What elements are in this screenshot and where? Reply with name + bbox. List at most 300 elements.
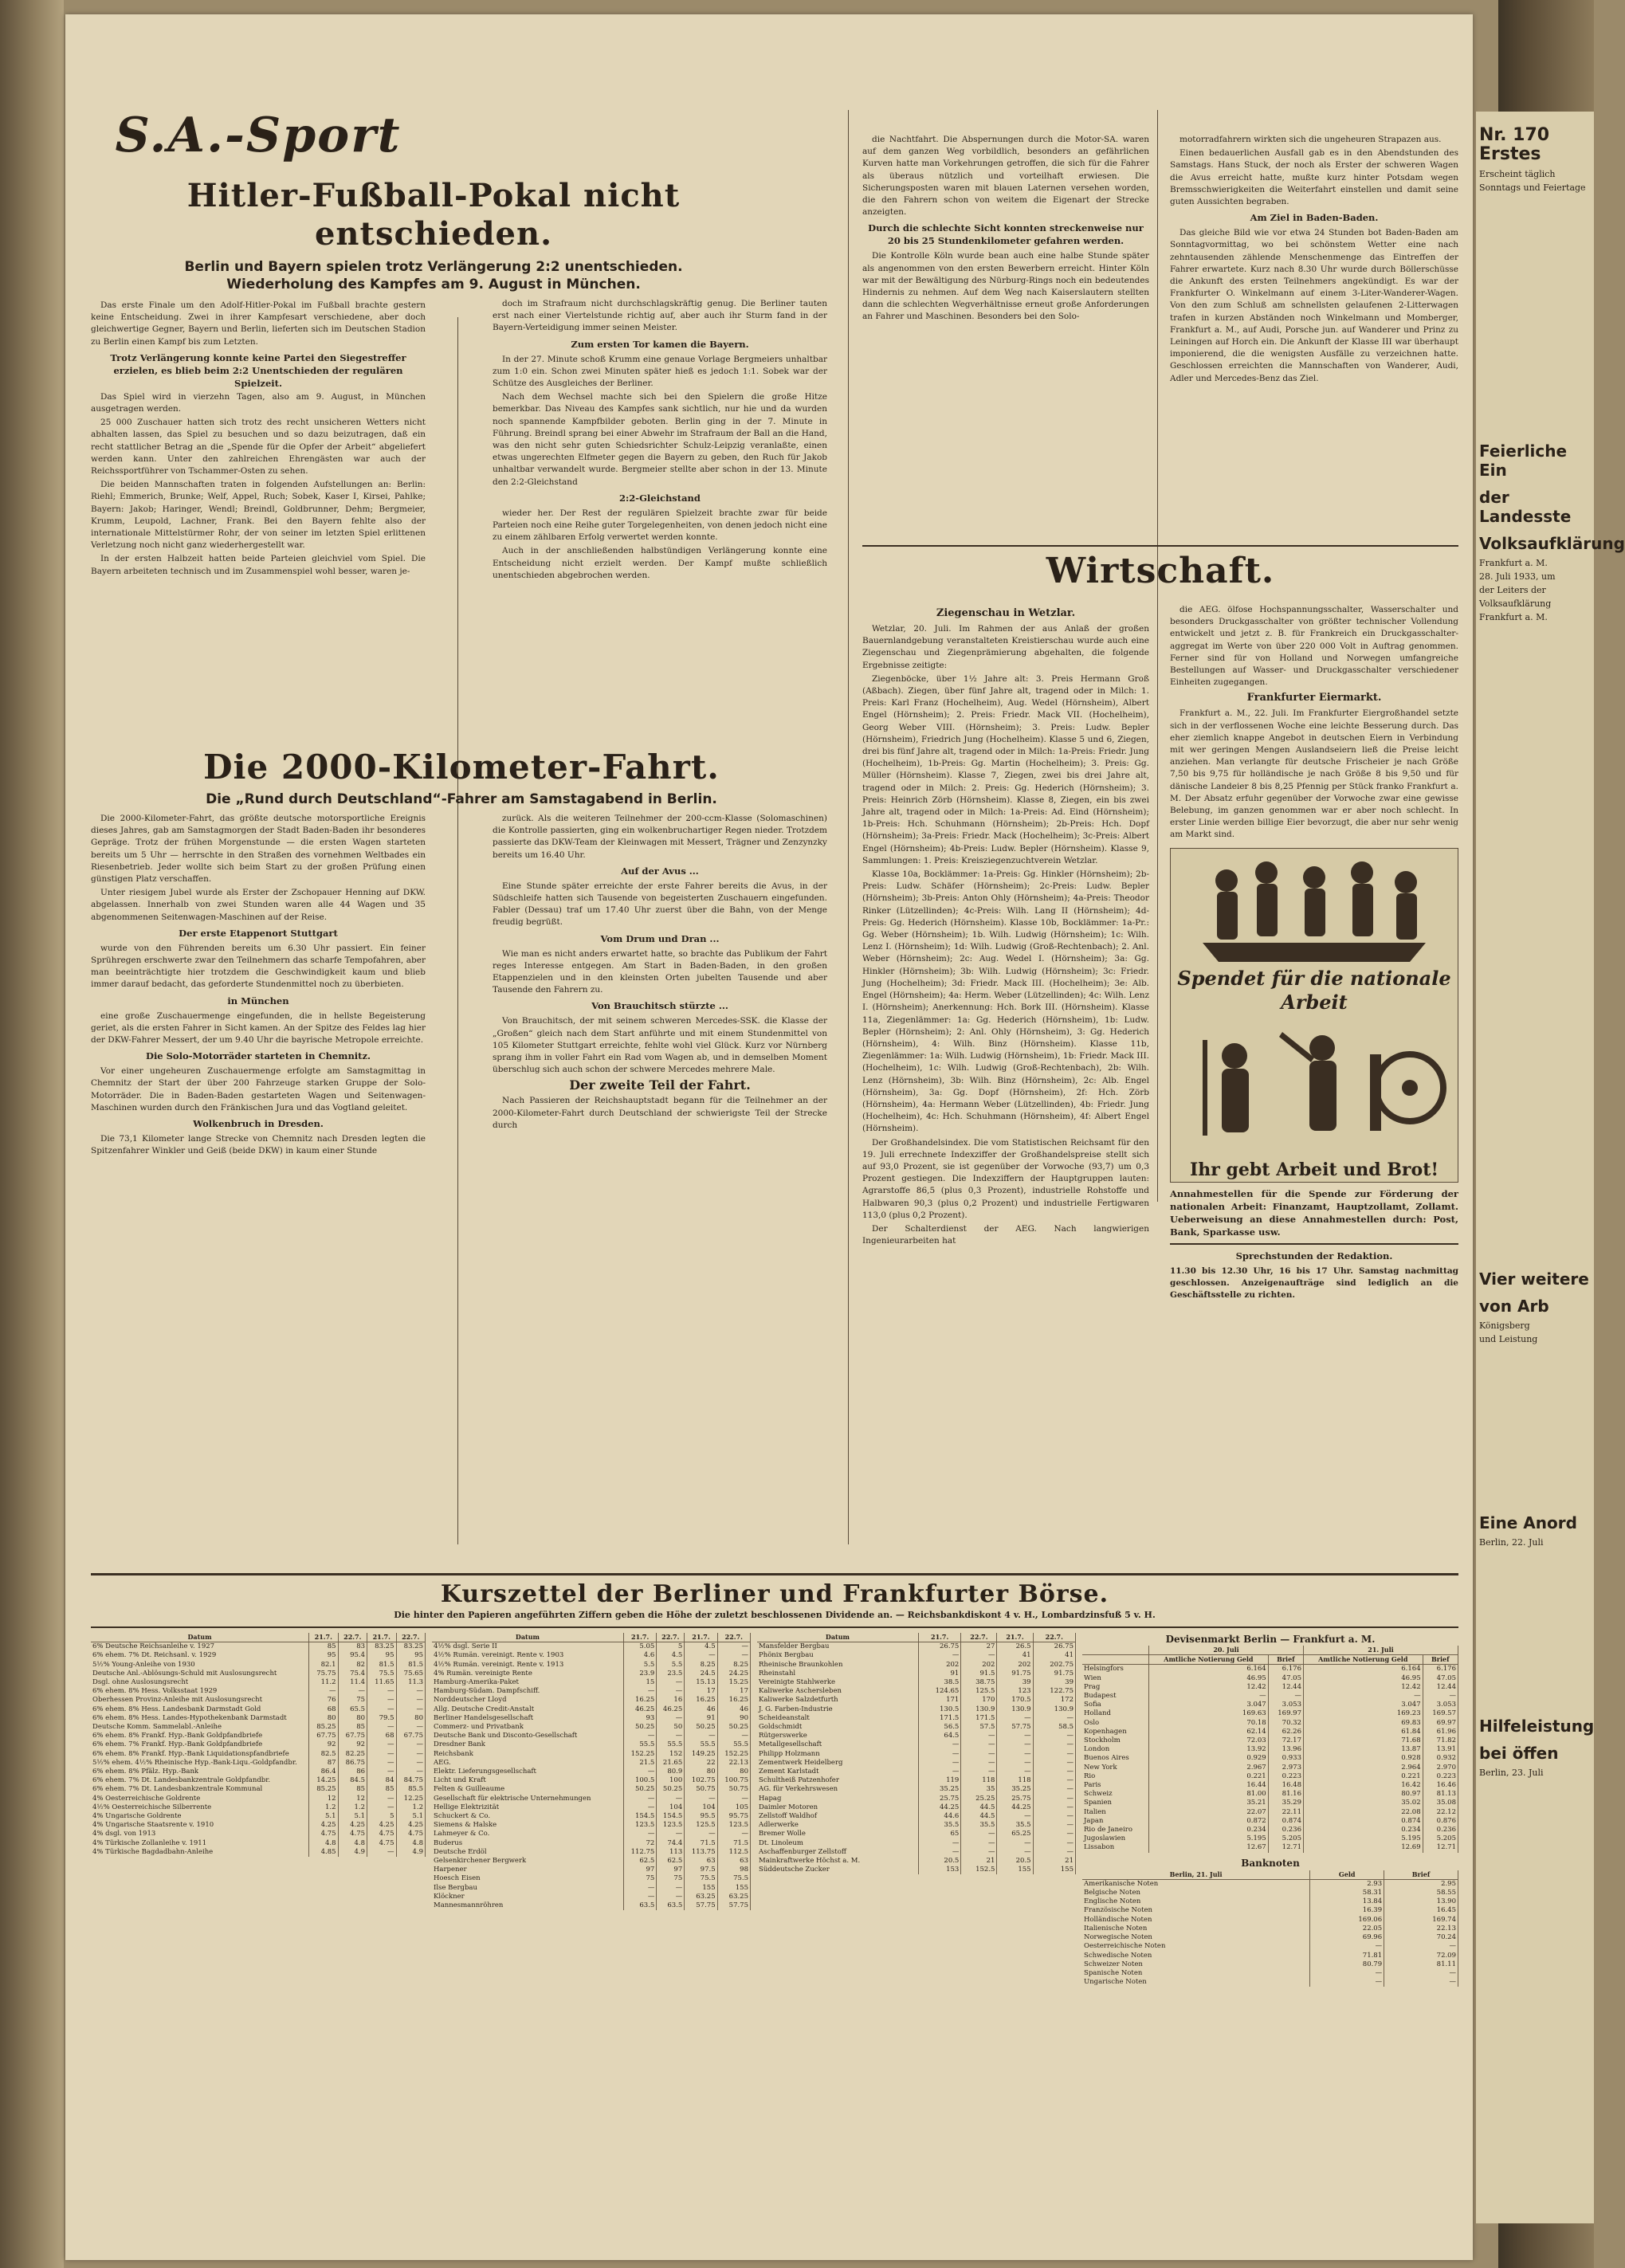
security-name: Berliner Handelsgesellschaft	[432, 1714, 623, 1723]
quote-cell: 113	[657, 1848, 685, 1857]
col-header: Datum	[432, 1633, 623, 1642]
adjacent-snippet: Königsberg	[1479, 1320, 1530, 1331]
quote-cell: 4.5	[657, 1651, 685, 1660]
quote-cell: 35.25	[997, 1785, 1033, 1794]
quote-cell: 4.75	[338, 1830, 367, 1838]
quote-cell: 75	[657, 1874, 685, 1883]
table-row	[432, 1874, 751, 1883]
table-row	[91, 1839, 426, 1848]
quote-cell: 81.5	[396, 1661, 426, 1670]
quote-cell: 97.5	[685, 1866, 717, 1874]
security-name: Wien	[1082, 1674, 1149, 1683]
col-header: 22.7.	[961, 1633, 997, 1642]
security-name: Norddeutscher Lloyd	[432, 1696, 623, 1705]
quote-cell: 12.42	[1149, 1683, 1269, 1692]
adjacent-snippet: Berlin, 22. Juli	[1479, 1537, 1544, 1548]
quote-cell: 21	[961, 1857, 997, 1866]
quote-cell: 61.84	[1304, 1728, 1423, 1736]
table-row	[757, 1696, 1076, 1705]
quote-cell: 17	[685, 1687, 717, 1696]
security-name: Italien	[1082, 1808, 1149, 1817]
divider	[1170, 1243, 1458, 1245]
fahrt-para: Unter riesigem Jubel wurde als Erster der Zschopauer Henning auf DKW. abgelassen. Innerhalb von zwei Stunden waren alle 44 Wagen und 35 abgenommenen Seitenwagen-Maschinen auf der Reise.	[91, 888, 426, 922]
security-name: Mannesmannröhren	[432, 1901, 623, 1910]
quote-cell: —	[1033, 1830, 1075, 1838]
security-name: Zellstoff Waldhof	[757, 1812, 918, 1821]
table-row	[91, 1740, 426, 1749]
quote-cell: 46	[685, 1705, 717, 1714]
table-row	[432, 1803, 751, 1812]
security-name: Adlerwerke	[757, 1821, 918, 1830]
quote-cell: 202	[918, 1661, 960, 1670]
quote-cell: 2.93	[1310, 1879, 1384, 1889]
quote-cell: 0.933	[1268, 1754, 1303, 1763]
quote-cell: 102.75	[685, 1776, 717, 1785]
quote-cell: 5.1	[309, 1812, 338, 1821]
table-row	[1082, 1692, 1458, 1701]
quote-cell: 75	[338, 1696, 367, 1705]
quote-cell: —	[657, 1830, 685, 1838]
quote-cell: 154.5	[623, 1812, 656, 1821]
quote-cell: 4.5	[685, 1642, 717, 1652]
quote-cell: 95	[367, 1651, 396, 1660]
quote-cell: —	[657, 1884, 685, 1893]
fahrt-subhead: Von Brauchitsch stürzte ...	[591, 1000, 728, 1012]
quote-cell: —	[997, 1740, 1033, 1749]
security-name: Deutsche Erdöl	[432, 1848, 623, 1857]
col-header: 22.7.	[1033, 1633, 1075, 1642]
quote-cell: —	[1033, 1848, 1075, 1857]
adjacent-snippet: der Leiters der	[1479, 585, 1546, 595]
table-row	[1082, 1781, 1458, 1790]
wirtschaft-subhead: Ziegenschau in Wetzlar.	[936, 607, 1076, 619]
adjacent-heading: Hilfeleistung	[1479, 1717, 1595, 1736]
quote-cell: —	[717, 1642, 750, 1652]
table-row	[1082, 1808, 1458, 1817]
security-name: Italienische Noten	[1082, 1925, 1310, 1933]
table-row	[1082, 1754, 1458, 1763]
quote-cell: —	[997, 1839, 1033, 1848]
quote-cell: 95.5	[685, 1812, 717, 1821]
sport-para: Nach dem Wechsel machte sich bei den Spielern die große Hitze bemerkbar. Das Niveau des Kampfes sank sichtlich, nur hie und da wurden noch spannende Kampfbilder geboten. Berlin ging in der 7. Minute in Führung. Breindl sprang bei einer Abwehr im Strafraum der Ball an die Hand, was den nicht sehr guten Schiedsrichter Schulz-Leipzig veranlaßte, einen etwas ungerechten Elfmeter gegen die Bayern zu geben, den Ruch für Jakob unhaltbar verwandelt wurde. Bergmeier stellte aber schon in der 13. Minute den 2:2-Gleichstand	[493, 392, 827, 487]
security-name: Spanische Noten	[1082, 1969, 1310, 1978]
adjacent-heading: Vier weitere	[1479, 1269, 1589, 1289]
table-row	[757, 1670, 1076, 1678]
quote-cell: 5.205	[1268, 1834, 1303, 1843]
quote-cell: 98	[717, 1866, 750, 1874]
fahrt-para: die Nachtfahrt. Die Abspernungen durch die Motor-SA. waren auf dem ganzen Weg vorbildlich, besonders an gefährlichen Kurven hatte man Vorkehrungen getroffen, die sich für die Fahrer als überaus nützlich und vorteilhaft erwiesen. Die Sicherungsposten waren mit blauen Laternen versehen worden, die den Fahrern schon von weitem die Eigenart der Strecke anzeigten.	[862, 135, 1149, 218]
table-row	[757, 1705, 1076, 1714]
security-name: 6% ehem. 8% Frankf. Hyp.-Bank Liquidationspfandbriefe	[91, 1750, 309, 1759]
table-row	[432, 1642, 751, 1652]
quote-cell: 83	[338, 1642, 367, 1652]
quote-cell: 3.047	[1304, 1701, 1423, 1709]
quote-cell: 55.5	[685, 1740, 717, 1749]
quote-cell: 85	[309, 1642, 338, 1652]
quote-cell: —	[1033, 1740, 1075, 1749]
table-row	[91, 1812, 426, 1821]
quote-cell: 169.06	[1310, 1916, 1384, 1925]
table-row	[432, 1651, 751, 1660]
table-row	[1082, 1906, 1458, 1915]
table-row	[91, 1670, 426, 1678]
quote-cell: —	[961, 1830, 997, 1838]
security-name: Norwegische Noten	[1082, 1933, 1310, 1942]
quote-cell: —	[623, 1884, 656, 1893]
quote-cell: 11.65	[367, 1678, 396, 1687]
security-name: 5½% ehem. 4½% Rheinische Hyp.-Bank-Liqu.-Goldpfandbr.	[91, 1759, 309, 1768]
security-name: Kaliwerke Aschersleben	[757, 1687, 918, 1696]
quote-cell: 171	[918, 1696, 960, 1705]
quote-cell: —	[1033, 1785, 1075, 1794]
quote-cell: 12.69	[1304, 1843, 1423, 1852]
table-row	[432, 1812, 751, 1821]
security-name: Spanien	[1082, 1799, 1149, 1807]
security-name: Hamburg-Südam. Dampfschiff.	[432, 1687, 623, 1696]
security-name: Prag	[1082, 1683, 1149, 1692]
quote-cell: —	[657, 1687, 685, 1696]
quote-cell: 58.55	[1384, 1889, 1458, 1897]
quote-cell: 118	[961, 1776, 997, 1785]
quote-cell: 4.75	[367, 1839, 396, 1848]
quote-cell: 35.5	[961, 1821, 997, 1830]
wirtschaft-column-1	[862, 604, 1149, 1249]
sport-subhead: Zum ersten Tor kamen die Bayern.	[571, 338, 749, 350]
quote-cell: —	[367, 1848, 396, 1857]
quote-cell: 0.876	[1423, 1817, 1458, 1826]
col-header: 21.7.	[997, 1633, 1033, 1642]
security-name: Zement Karlstadt	[757, 1768, 918, 1776]
quote-cell: —	[623, 1795, 656, 1803]
quote-cell: 13.87	[1304, 1745, 1423, 1754]
security-name: Deutsche Bank und Disconto-Gesellschaft	[432, 1732, 623, 1740]
quote-cell: 86.4	[309, 1768, 338, 1776]
security-name: Süddeutsche Zucker	[757, 1866, 918, 1874]
table-row	[757, 1848, 1076, 1857]
quote-cell: —	[623, 1803, 656, 1812]
quote-cell: —	[367, 1723, 396, 1732]
quote-cell: 74.4	[657, 1839, 685, 1848]
quote-cell: 75.4	[338, 1670, 367, 1678]
security-name: 6% ehem. 8% Hess. Landes-Hypothekenbank Darmstadt	[91, 1714, 309, 1723]
security-name: Französische Noten	[1082, 1906, 1310, 1915]
quote-cell: 4.25	[396, 1821, 426, 1830]
quote-cell: 82	[338, 1661, 367, 1670]
quote-cell: 47.05	[1423, 1674, 1458, 1683]
quote-cell: 12.67	[1149, 1843, 1269, 1852]
devisen-title: Devisenmarkt Berlin — Frankfurt a. M.	[1165, 1634, 1376, 1645]
wirtschaft-para: Der Schalterdienst der AEG. Nach langwierigen Ingenieurarbeiten hat	[862, 1223, 1149, 1246]
table-row	[757, 1821, 1076, 1830]
table-row	[1082, 1817, 1458, 1826]
security-name: Philipp Holzmann	[757, 1750, 918, 1759]
table-row	[1082, 1709, 1458, 1718]
adjacent-heading: von Arb	[1479, 1297, 1549, 1316]
col-header: 21.7.	[918, 1633, 960, 1642]
quote-cell: —	[1423, 1692, 1458, 1701]
security-name: Vereinigte Stahlwerke	[757, 1678, 918, 1687]
fahrt-para: Die Kontrolle Köln wurde bean auch eine halbe Stunde später als angenommen von den ersten Bewerbern erreicht. Hinter Köln war mit der Bewältigung des Nürburg-Rings noch ein bedeutendes Hindernis zu nehmen. Auf dem Weg nach Kaiserslautern stellten dann die schlechten Wegverhältnisse erneut große Anforderungen an Fahrer und Maschinen. Besonders bei den Solo-	[862, 251, 1149, 322]
quote-cell: 130.5	[918, 1705, 960, 1714]
fahrt-para: Eine Stunde später erreichte der erste Fahrer bereits die Avus, in der Südschleife hatten sich Tausende von begeisterten Zuschauern eingefunden. Fabler (Dessau) traf um 17.40 Uhr zuerst über die Bahn, von der Menge freudig begrüßt.	[493, 881, 827, 928]
quote-cell: 65	[918, 1830, 960, 1838]
table-row	[432, 1687, 751, 1696]
adjacent-masthead: Nr. 170 Erstes	[1479, 125, 1550, 164]
quote-cell: 4.75	[396, 1830, 426, 1838]
adjacent-snippet: 28. Juli 1933, um	[1479, 571, 1556, 582]
quote-cell: —	[997, 1750, 1033, 1759]
security-name: Gelsenkirchener Bergwerk	[432, 1857, 623, 1866]
quote-cell: 22.08	[1304, 1808, 1423, 1817]
col-header: Geld	[1310, 1870, 1384, 1880]
quote-cell: 4.8	[309, 1839, 338, 1848]
security-name: Budapest	[1082, 1692, 1149, 1701]
quote-cell: —	[396, 1768, 426, 1776]
table-row	[757, 1785, 1076, 1794]
quote-cell: 63.5	[623, 1901, 656, 1910]
quote-cell: —	[918, 1651, 960, 1660]
security-name: Rio	[1082, 1772, 1149, 1781]
devisen-date: 20. Juli	[1149, 1646, 1304, 1655]
table-row	[1082, 1889, 1458, 1897]
security-name: Hamburg-Amerika-Paket	[432, 1678, 623, 1687]
security-name: Commerz- und Privatbank	[432, 1723, 623, 1732]
adjacent-snippet: Berlin, 23. Juli	[1479, 1768, 1544, 1778]
quote-cell: 104	[657, 1803, 685, 1812]
fahrt-subhead: Vom Drum und Dran ...	[600, 932, 720, 944]
table-row	[91, 1651, 426, 1660]
sport-deck-1: Berlin und Bayern spielen trotz Verlängerung 2:2 unentschieden.	[184, 259, 683, 275]
table-row	[432, 1768, 751, 1776]
adjacent-snippet: Erscheint täglich	[1479, 169, 1556, 179]
quote-cell: 22.05	[1310, 1925, 1384, 1933]
quote-cell: 46.95	[1304, 1674, 1423, 1683]
security-name: Goldschmidt	[757, 1723, 918, 1732]
quote-cell: 0.221	[1149, 1772, 1269, 1781]
security-name: AG. für Verkehrswesen	[757, 1785, 918, 1794]
security-name: Jugoslawien	[1082, 1834, 1149, 1843]
quote-cell: 85.5	[396, 1785, 426, 1794]
quote-cell: 149.25	[685, 1750, 717, 1759]
quote-cell: 57.75	[685, 1901, 717, 1910]
quote-cell: 95.4	[338, 1651, 367, 1660]
security-name: 4% Rumän. vereinigte Rente	[432, 1670, 623, 1678]
quote-cell: 100	[657, 1776, 685, 1785]
quote-cell: 63.5	[657, 1901, 685, 1910]
quote-cell: 4.75	[309, 1830, 338, 1838]
wirtschaft-para: Klasse 10a, Bocklämmer: 1a-Preis: Gg. Hinkler (Hörnsheim); 2b-Preis: Ludw. Schäfer (Hörnsheim); 2c-Preis: Ludw. Bepler (Hörnsheim); 3b-Preis: Anton Ohly (Hörnsheim); 4a-Preis: Theodor Rinker (Lützellinden); 4c-Preis: Wilh. Lang II (Hörnsheim); 4d-Preis: Gg. Hederich (Hörnsheim). Klasse 10b, Bocklämmer: 1a-Pr.: Gg. Weber (Hörnsheim); 1b. Wilh. Ludwig (Hörnsheim); 1c: Wilh. Lenz I. (Hörnsheim); 1d: Wilh. Ludwig (Groß-Rechtenbach); 2. Anl. Weber (Hörnsheim); 2c: Aug. Wedel I. (Hörnsheim); 3a: Gg. Hinkler (Hörnsheim); 3b: Wilh. Ludwig (Hörnsheim); 3c: Friedr. Jung (Hochelheim); 3d: Friedr. Mack III. (Hochelheim); 3e: Alb. Engel (Hörnsheim); 4a: Herm. Weber (Lützellinden); 4c: Wilh. Lenz I. (Hörnsheim); Anerkennung: Hch. Bork III. (Hörnsheim). Klasse 11a, Ziegenlämmer: 1a: Gg. Hederich (Hörnsheim), 1b: Ludw. Bepler (Hörnsheim); 2: Anl. Ohly (Hörnsheim), 3: Gg. Hederich (Hörnsheim), 4: Wilh. Binz (Hörnsheim). Klasse 11b, Ziegenlämmer: 1a: Wilh. Ludwig (Hörnsheim), 1b: Friedr. Mack III. (Hochelheim), 1c: Wilh. Ludwig (Groß-Rechtenbach), 2b: Wilh. Lenz (Hörnsheim), 3b: Wilh. Binz (Hörnsheim), 2c: Alb. Engel (Hörnsheim), 3a: Gg. Dopf (Hörnsheim), 2f: Hch. Zörb (Hörnsheim), 4a: Hermann Weber (Lützellinden), 4b: Friedr. Jung (Hochelheim), 4c: Hch. Schuhmann (Hörnsheim), 4f: Albert Engel (Hörnsheim).	[862, 869, 1149, 1134]
quote-cell: —	[396, 1750, 426, 1759]
table-row	[1082, 1745, 1458, 1754]
sport-para: wieder her. Der Rest der regulären Spielzeit brachte zwar für beide Parteien noch eine Reihe guter Torgelegenheiten, von denen jedoch nicht eine zu einem zählbaren Erfolg verwertet werden konnte.	[493, 508, 827, 543]
security-name: Mainkraftwerke Höchst a. M.	[757, 1857, 918, 1866]
quote-cell: 80.9	[657, 1768, 685, 1776]
banknoten-title: Banknoten	[1241, 1857, 1300, 1869]
quote-cell: 69.83	[1304, 1719, 1423, 1728]
quote-cell: 124.65	[918, 1687, 960, 1696]
quote-cell: 80	[338, 1714, 367, 1723]
table-row	[1082, 1925, 1458, 1933]
security-name: Englische Noten	[1082, 1897, 1310, 1906]
table-row	[432, 1821, 751, 1830]
col-header: Brief	[1423, 1655, 1458, 1665]
security-name: New York	[1082, 1764, 1149, 1772]
table-row	[1082, 1665, 1458, 1674]
quote-cell: 83.25	[396, 1642, 426, 1652]
quote-cell: —	[623, 1830, 656, 1838]
quote-cell: 75.5	[367, 1670, 396, 1678]
quote-cell: 5.1	[396, 1812, 426, 1821]
quote-cell: —	[997, 1768, 1033, 1776]
security-name: Buenos Aires	[1082, 1754, 1149, 1763]
quote-cell: —	[396, 1759, 426, 1768]
quote-cell: —	[918, 1759, 960, 1768]
quote-cell: —	[623, 1893, 656, 1901]
quote-cell: 35.5	[997, 1821, 1033, 1830]
table-row	[757, 1642, 1076, 1652]
col-header: Berlin, 21. Juli	[1082, 1870, 1310, 1880]
security-name: 4½% dsgl. Serie II	[432, 1642, 623, 1652]
stock-table	[432, 1633, 751, 1910]
quote-cell: 26.5	[997, 1642, 1033, 1652]
quote-cell: 152.25	[623, 1750, 656, 1759]
table-row	[91, 1705, 426, 1714]
wirtschaft-title: Wirtschaft.	[1046, 551, 1275, 591]
security-name: Licht und Kraft	[432, 1776, 623, 1785]
quote-cell: —	[1033, 1732, 1075, 1740]
quote-cell: —	[657, 1732, 685, 1740]
security-name: Schuckert & Co.	[432, 1812, 623, 1821]
sport-headline: Hitler-Fußball-Pokal nicht entschieden.	[186, 177, 681, 253]
quote-cell: 72.09	[1384, 1952, 1458, 1960]
security-name: 6% ehem. 7% Dt. Landesbankzentrale Goldpfandbr.	[91, 1776, 309, 1785]
table-row	[91, 1696, 426, 1705]
table-row	[432, 1795, 751, 1803]
security-name: Oesterreichische Noten	[1082, 1942, 1310, 1951]
quote-cell: 2.95	[1384, 1879, 1458, 1889]
table-row	[432, 1785, 751, 1794]
table-row	[432, 1670, 751, 1678]
quote-cell: 75.65	[396, 1670, 426, 1678]
quote-cell: —	[961, 1651, 997, 1660]
quote-cell: 91	[685, 1714, 717, 1723]
quote-cell: —	[717, 1830, 750, 1838]
quote-cell: 23.9	[623, 1670, 656, 1678]
table-row	[1082, 1674, 1458, 1683]
security-name: Helsingfors	[1082, 1665, 1149, 1674]
quote-cell: 169.63	[1149, 1709, 1269, 1718]
quote-cell: 80	[685, 1768, 717, 1776]
fahrt-para: wurde von den Führenden bereits um 6.30 Uhr passiert. Ein feiner Sprühregen erschwerte zwar den Teilnehmern das scharfe Tempofahren, aber man beeinträchtigte hier trotzdem die Geschwindigkeit kaum und blieb immer darauf bedacht, das geforderte Stundenmittel noch zu überbieten.	[91, 943, 426, 990]
sport-para: doch im Strafraum nicht durchschlagskräftig genug. Die Berliner tauten erst nach einer Viertelstunde richtig auf, aber auch ihr Sturm fand in der Bayern-Verteidigung immer seinen Meister.	[493, 299, 827, 333]
quote-cell: —	[1033, 1795, 1075, 1803]
table-row	[757, 1661, 1076, 1670]
table-row	[432, 1901, 751, 1910]
quote-cell: 152	[657, 1750, 685, 1759]
bourse-table-2	[432, 1633, 751, 1910]
quote-cell: 86	[338, 1768, 367, 1776]
quote-cell: 12.42	[1304, 1683, 1423, 1692]
table-row	[1082, 1701, 1458, 1709]
fahrt-para: Von Brauchitsch, der mit seinem schweren Mercedes-SSK. die Klasse der „Großen“ gleich nach dem Start anführte und mit einem Stundenmittel von 105 Kilometer Stuttgart erreichte, fehlte wohl viel Glück. Kurz vor Nürnberg sprang ihm in voller Fahrt ein Rad vom Wagen ab, und in demselben Moment überschlug sich auch schon der schwere Mercedes mehrere Male.	[493, 1016, 827, 1075]
security-name: Amerikanische Noten	[1082, 1879, 1310, 1889]
quote-cell: —	[367, 1759, 396, 1768]
table-row	[757, 1803, 1076, 1812]
security-name: 5½% Young-Anleihe von 1930	[91, 1661, 309, 1670]
quote-cell: 100.75	[717, 1776, 750, 1785]
quote-cell: 63.25	[717, 1893, 750, 1901]
adjacent-heading: Volksaufklärung	[1479, 534, 1625, 553]
quote-cell: 65.25	[997, 1830, 1033, 1838]
bourse-section	[91, 1568, 1458, 2239]
quote-cell: 5.195	[1304, 1834, 1423, 1843]
col-header: Brief	[1384, 1870, 1458, 1880]
table-row	[1082, 1969, 1458, 1978]
quote-cell: —	[717, 1795, 750, 1803]
quote-cell: 44.5	[961, 1803, 997, 1812]
table-row	[1082, 1933, 1458, 1942]
devisen-table	[1082, 1646, 1458, 1853]
fahrt-subhead: Die Solo-Motorräder starteten in Chemnitz.	[145, 1050, 371, 1062]
quote-cell: 70.32	[1268, 1719, 1303, 1728]
security-name: Kaliwerke Salzdetfurth	[757, 1696, 918, 1705]
quote-cell: 112.75	[623, 1848, 656, 1857]
quote-cell: —	[657, 1795, 685, 1803]
quote-cell: 3.053	[1423, 1701, 1458, 1709]
fahrt-subhead: Wolkenbruch in Dresden.	[193, 1118, 324, 1130]
quote-cell: 17	[717, 1687, 750, 1696]
quote-cell: 12.44	[1268, 1683, 1303, 1692]
security-name: Ilse Bergbau	[432, 1884, 623, 1893]
quote-cell: 113.75	[685, 1848, 717, 1857]
quote-cell: 1.2	[338, 1803, 367, 1812]
quote-cell: 12.71	[1268, 1843, 1303, 1852]
stock-table	[757, 1633, 1076, 1874]
table-row	[91, 1830, 426, 1838]
quote-cell: 47.05	[1268, 1674, 1303, 1683]
col-header: 22.7.	[338, 1633, 367, 1642]
security-name: Deutsche Anl.-Ablösungs-Schuld mit Auslosungsrecht	[91, 1670, 309, 1678]
quote-cell: —	[367, 1687, 396, 1696]
table-row	[757, 1866, 1076, 1874]
security-name: Kopenhagen	[1082, 1728, 1149, 1736]
security-name: 4% Ungarische Goldrente	[91, 1812, 309, 1821]
quote-cell: 152.5	[961, 1866, 997, 1874]
quote-cell: 55.5	[623, 1740, 656, 1749]
quote-cell: 21.65	[657, 1759, 685, 1768]
security-name: 6% ehem. 8% Hess. Volksstaat 1929	[91, 1687, 309, 1696]
quote-cell: 82.5	[309, 1750, 338, 1759]
bourse-title: Kurszettel der Berliner und Frankfurter Börse.	[440, 1580, 1109, 1608]
quote-cell: 2.973	[1268, 1764, 1303, 1772]
table-row	[757, 1759, 1076, 1768]
quote-cell: —	[396, 1723, 426, 1732]
security-name: Zementwerk Heidelberg	[757, 1759, 918, 1768]
quote-cell: 172	[1033, 1696, 1075, 1705]
quote-cell: 13.84	[1310, 1897, 1384, 1906]
quote-cell: 44.6	[918, 1812, 960, 1821]
security-name: Rheinische Braunkohlen	[757, 1661, 918, 1670]
security-name: Daimler Motoren	[757, 1803, 918, 1812]
security-name: 6% ehem. 8% Pfälz. Hyp.-Bank	[91, 1768, 309, 1776]
quote-cell: —	[1310, 1942, 1384, 1951]
quote-cell: 93	[623, 1714, 656, 1723]
security-name: 4½% Rumän. vereinigt. Rente v. 1913	[432, 1661, 623, 1670]
quote-cell: —	[1384, 1978, 1458, 1987]
adjacent-snippet: Frankfurt a. M.	[1479, 612, 1548, 622]
table-row	[91, 1678, 426, 1687]
quote-cell: —	[396, 1687, 426, 1696]
